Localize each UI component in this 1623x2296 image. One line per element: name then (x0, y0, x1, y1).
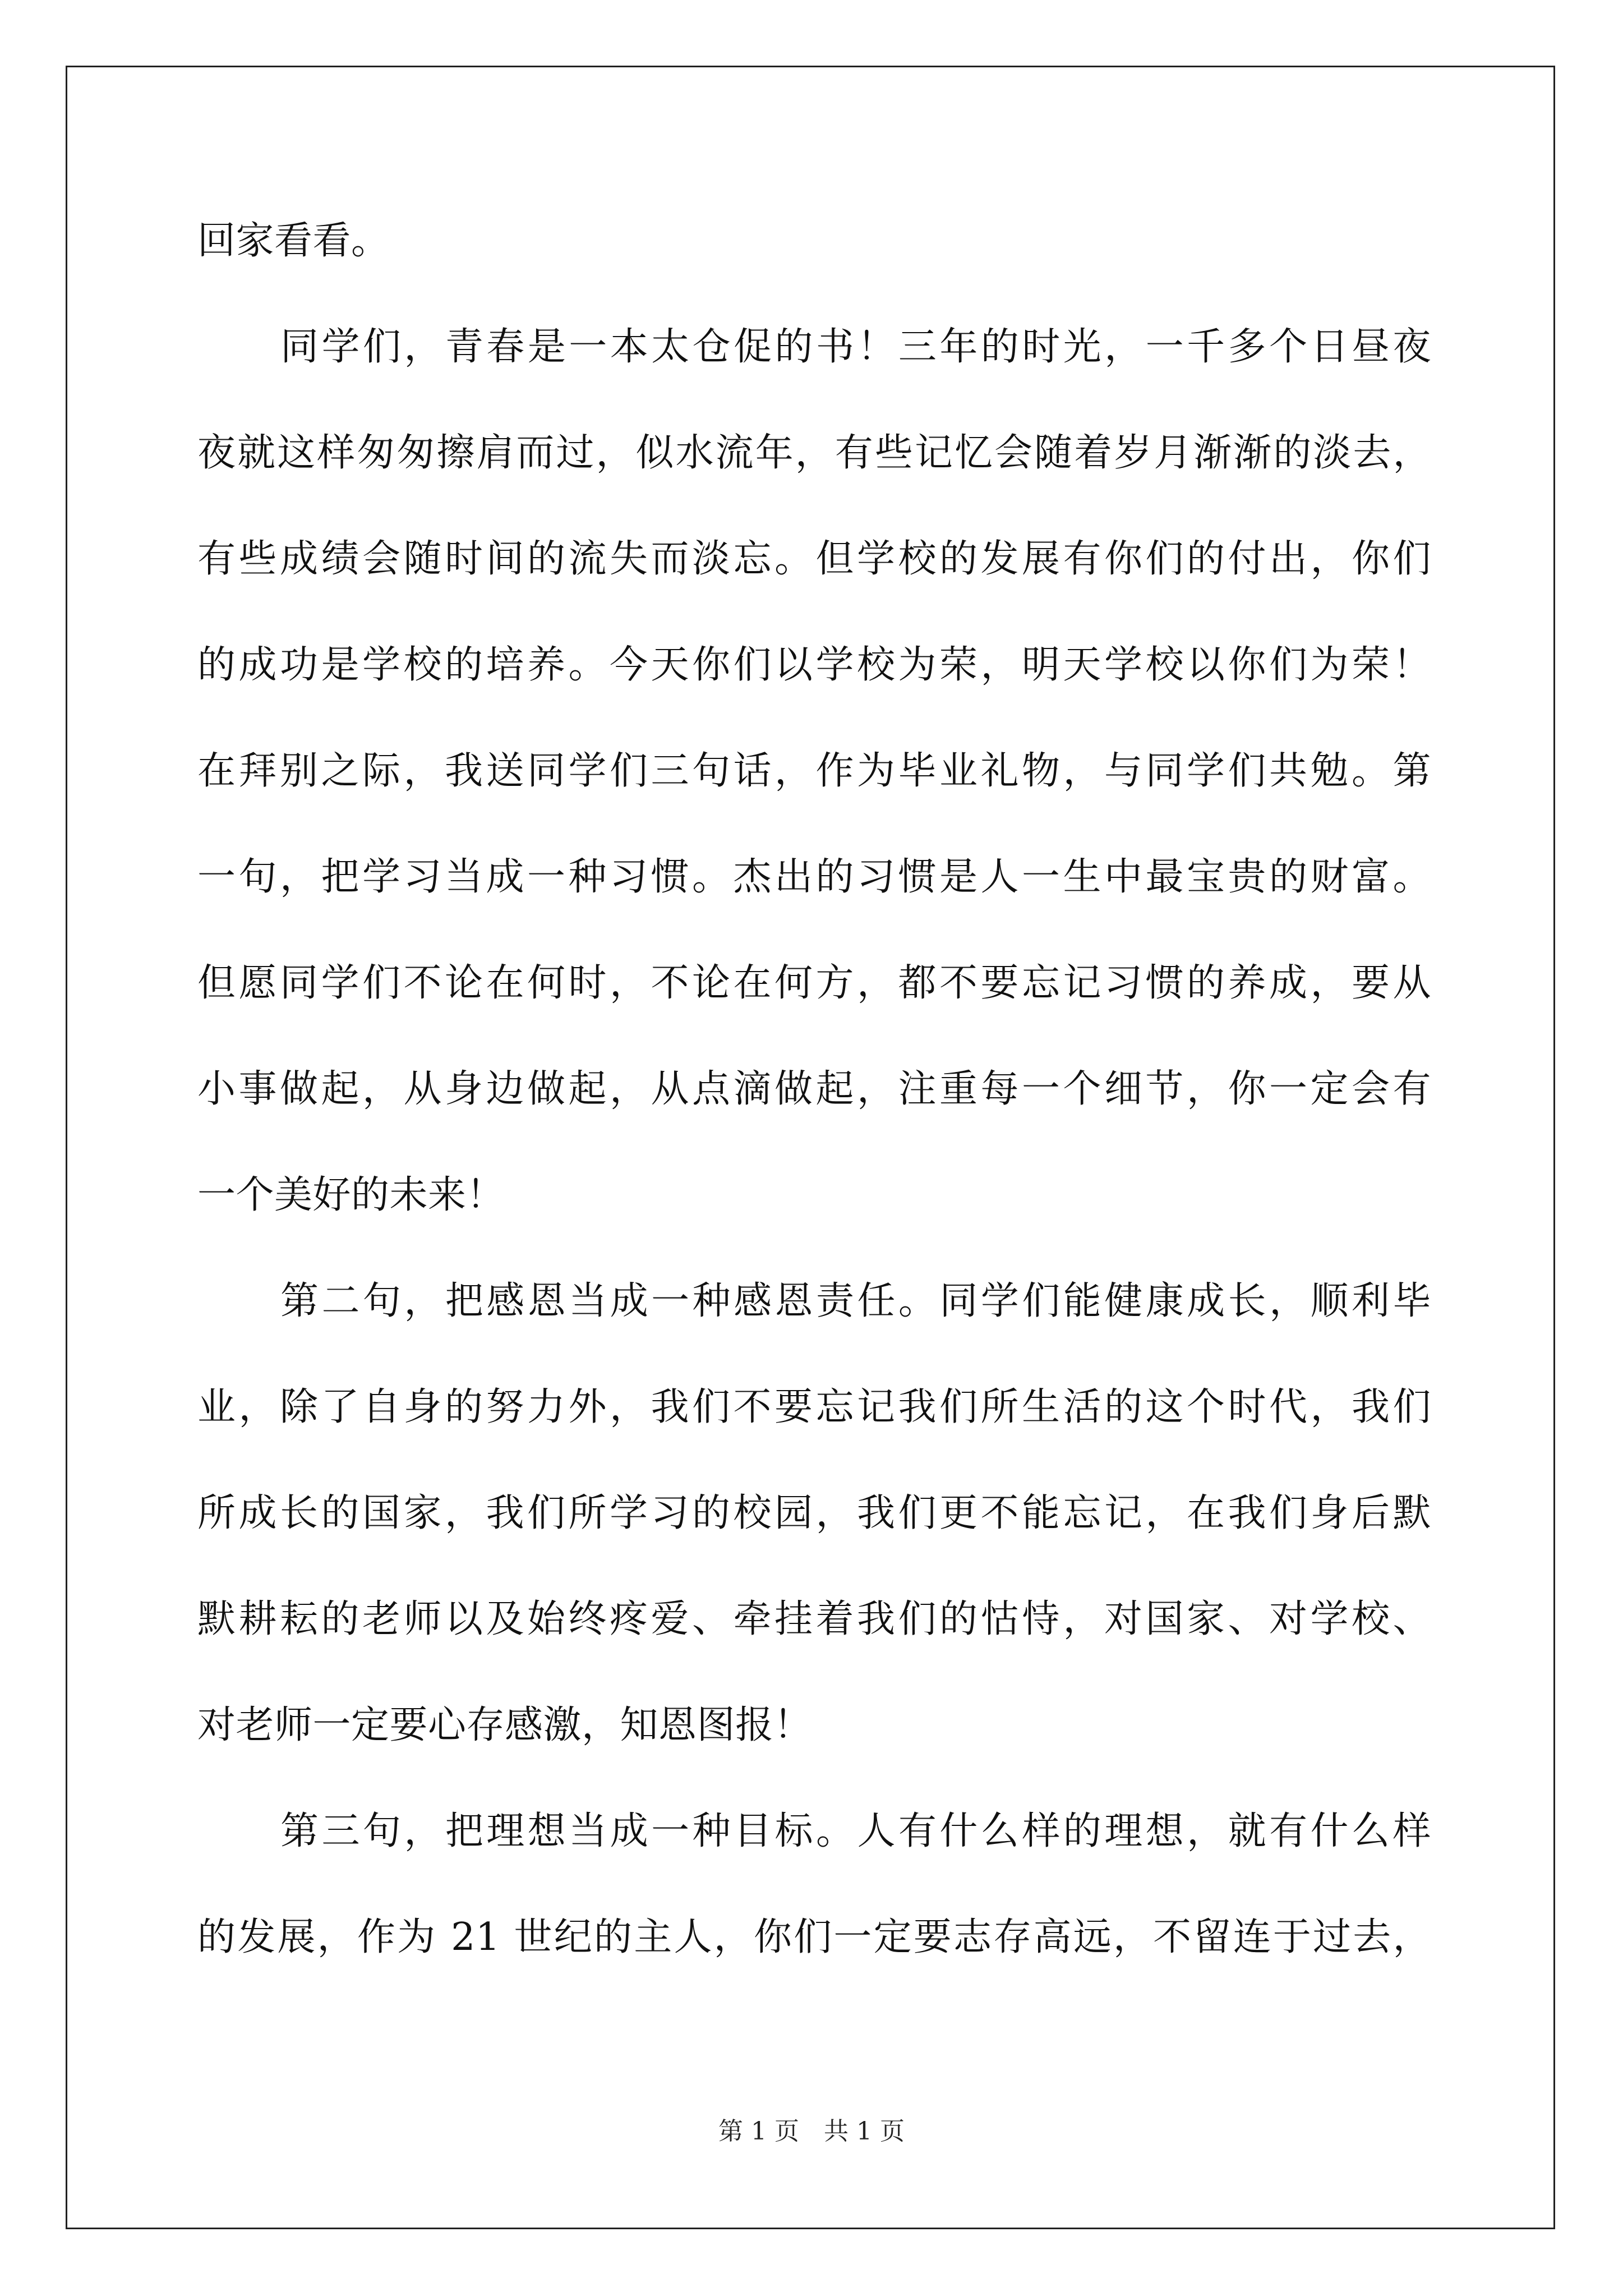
text-line-8: 但愿同学们不论在何时，不论在何方，都不要忘记习惯的养成，要从 (197, 961, 1431, 1005)
text-line-16: 第三句，把理想当成一种目标。人有什么样的理想，就有什么样 (280, 1809, 1431, 1853)
text-line-5: 的成功是学校的培养。今天你们以学校为荣，明天学校以你们为荣！ (197, 643, 1431, 687)
text-line-2: 同学们，青春是一本太仓促的书！三年的时光，一千多个日昼夜 (280, 325, 1431, 369)
text-line-15: 对老师一定要心存感激，知恩图报！ (197, 1703, 813, 1747)
text-line-14: 默耕耘的老师以及始终疼爱、牵挂着我们的怙恃，对国家、对学校、 (197, 1597, 1431, 1641)
text-line-17: 的发展，作为 21 世纪的主人，你们一定要志存高远，不留连于过去， (197, 1915, 1431, 1959)
text-line-4: 有些成绩会随时间的流失而淡忘。但学校的发展有你们的付出，你们 (197, 537, 1431, 581)
page-footer: 第 1 页 共 1 页 (718, 2117, 905, 2146)
text-line-7: 一句，把学习当成一种习惯。杰出的习惯是人一生中最宝贵的财富。 (197, 855, 1431, 899)
text-line-13: 所成长的国家，我们所学习的校园，我们更不能忘记，在我们身后默 (197, 1491, 1431, 1535)
text-line-6: 在拜别之际，我送同学们三句话，作为毕业礼物，与同学们共勉。第 (197, 749, 1431, 793)
text-line-3: 夜就这样匆匆擦肩而过，似水流年，有些记忆会随着岁月渐渐的淡去， (197, 431, 1431, 475)
text-line-1: 回家看看。 (197, 219, 390, 263)
text-line-10: 一个美好的未来！ (197, 1173, 505, 1217)
page-border (66, 66, 1555, 2229)
text-line-9: 小事做起，从身边做起，从点滴做起，注重每一个细节，你一定会有 (197, 1067, 1431, 1111)
text-line-11: 第二句，把感恩当成一种感恩责任。同学们能健康成长，顺利毕 (280, 1279, 1431, 1323)
text-line-12: 业，除了自身的努力外，我们不要忘记我们所生活的这个时代，我们 (197, 1385, 1431, 1429)
